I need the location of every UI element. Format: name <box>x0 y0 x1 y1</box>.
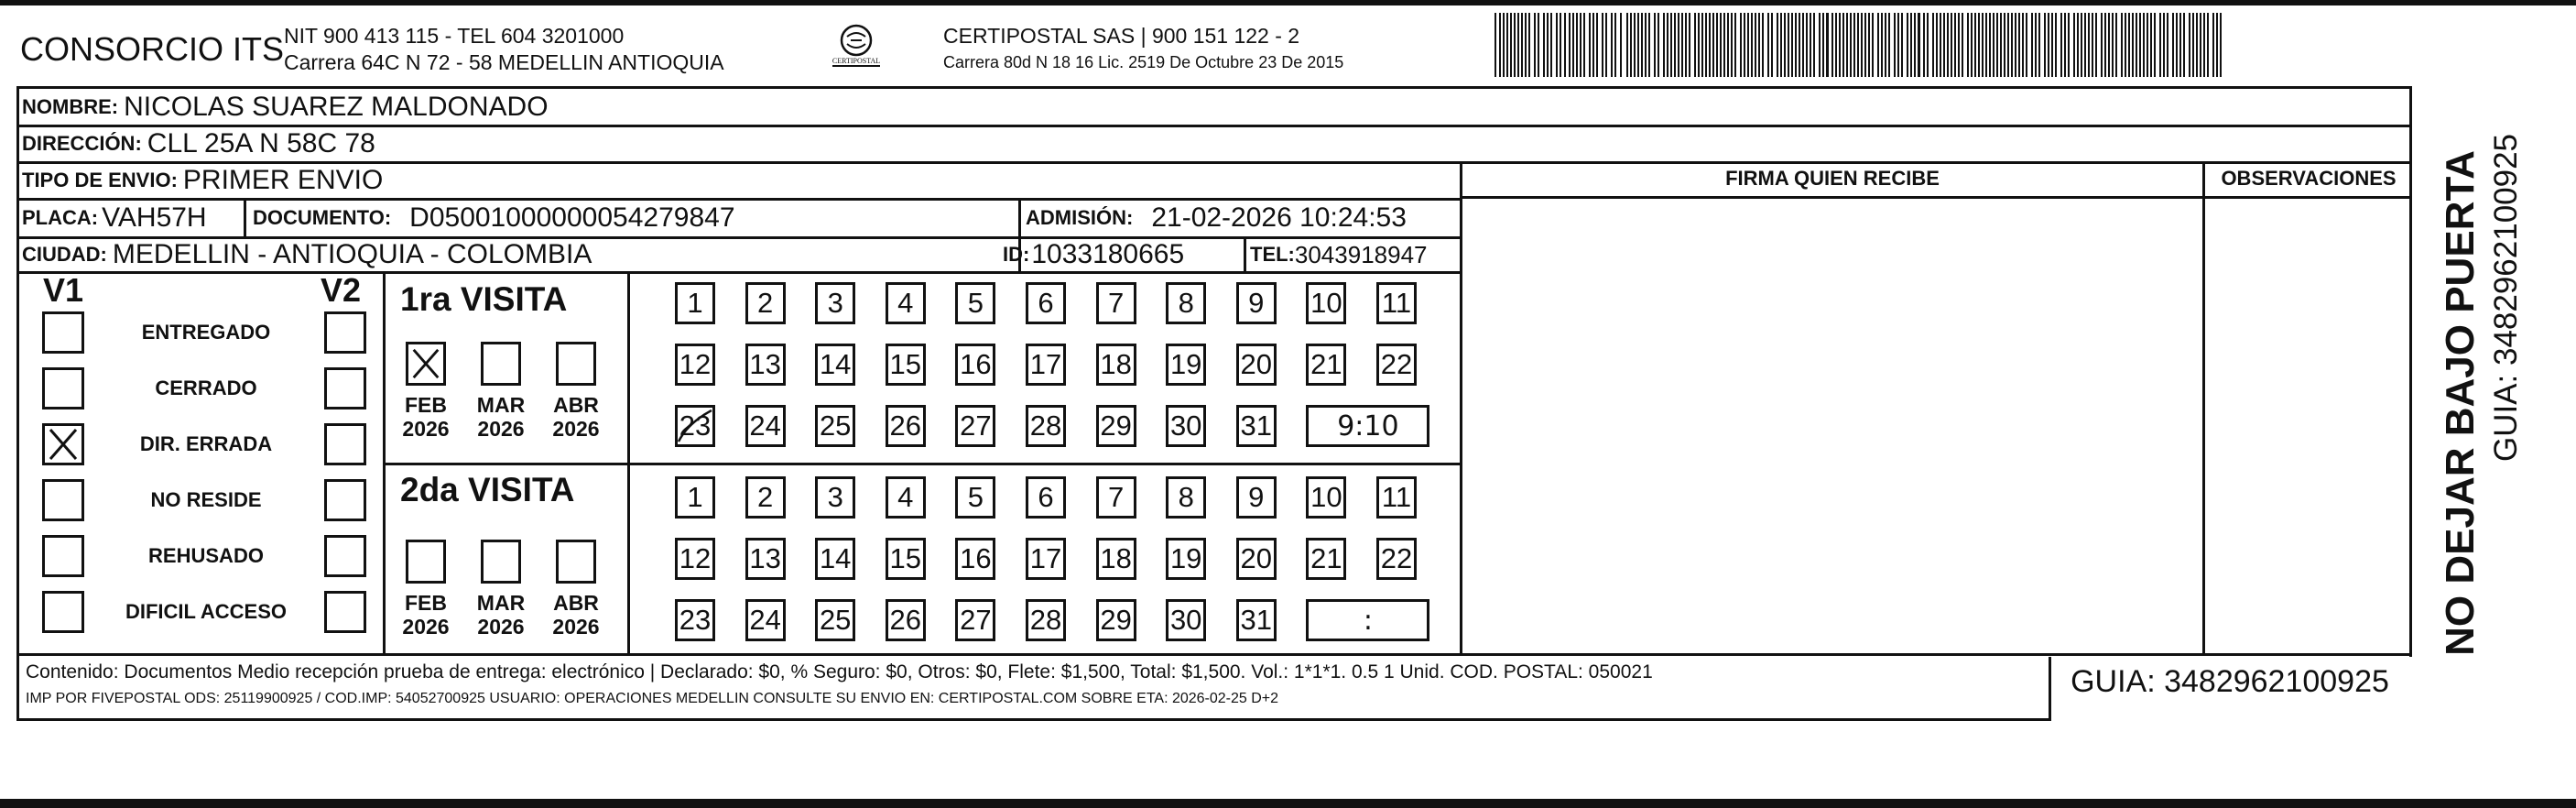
day-number: 1 <box>687 287 703 319</box>
day-number: 15 <box>889 348 922 380</box>
day-cell[interactable] <box>745 282 786 324</box>
status-v1-checkbox[interactable] <box>42 479 84 521</box>
status-v1-checkbox[interactable] <box>42 423 84 465</box>
month-label: MAR <box>476 591 526 615</box>
day-cell[interactable] <box>1166 405 1206 447</box>
day-number: 20 <box>1240 542 1273 574</box>
day-number: 2 <box>756 481 774 513</box>
day-number: 1 <box>687 481 703 513</box>
day-cell[interactable] <box>886 344 926 386</box>
day-cell[interactable] <box>955 476 995 519</box>
admission-label: ADMISIÓN: <box>1026 206 1134 229</box>
v1-label: V1 <box>43 271 84 309</box>
day-cell[interactable] <box>1376 344 1417 386</box>
day-cell[interactable] <box>815 538 855 580</box>
month-year-label: 2026 <box>477 615 525 639</box>
day-cell[interactable] <box>1166 599 1206 641</box>
name-row <box>22 90 549 125</box>
day-cell[interactable] <box>1376 282 1417 324</box>
day-number: 28 <box>1029 604 1062 636</box>
day-cell[interactable] <box>1026 599 1066 641</box>
logo-text: CERTIPOSTAL <box>831 57 881 65</box>
name-label: NOMBRE: <box>22 95 119 118</box>
day-number: 21 <box>1310 348 1342 380</box>
day-number: 29 <box>1100 604 1132 636</box>
day-cell[interactable] <box>1096 538 1136 580</box>
visit-time: 9:10 <box>1337 409 1399 442</box>
day-cell[interactable] <box>745 476 786 519</box>
day-cell[interactable] <box>1306 344 1346 386</box>
time-box[interactable] <box>1306 599 1429 641</box>
day-cell[interactable] <box>1236 344 1277 386</box>
month-label: ABR <box>553 393 599 417</box>
row-divider <box>16 271 1460 274</box>
day-number: 5 <box>967 287 984 319</box>
day-number: 2 <box>756 287 774 319</box>
day-number: 19 <box>1169 348 1202 380</box>
status-v2-checkbox[interactable] <box>324 479 366 521</box>
day-number: 3 <box>827 287 843 319</box>
status-v2-checkbox[interactable] <box>324 591 366 633</box>
day-number: 7 <box>1107 481 1125 513</box>
month-year-label: 2026 <box>477 417 525 441</box>
day-cell[interactable] <box>675 405 715 447</box>
status-option-label: REHUSADO <box>148 544 264 567</box>
row-divider <box>1460 196 2412 199</box>
row-divider <box>16 125 2412 127</box>
certipostal-logo <box>820 20 893 75</box>
day-number: 19 <box>1169 542 1202 574</box>
day-number: 8 <box>1178 287 1194 319</box>
status-v1-checkbox[interactable] <box>42 591 84 633</box>
carrier-license: Carrera 80d N 18 16 Lic. 2519 De Octubre 23 De 2015 <box>943 53 1344 71</box>
shipping-type-row <box>22 163 383 198</box>
day-number: 28 <box>1029 409 1062 442</box>
day-cell[interactable] <box>815 344 855 386</box>
footer-imp: IMP POR FIVEPOSTAL ODS: 25119900925 / COD.IMP: 54052700925 USUARIO: OPERACIONES MEDELLIN CONSULTE SU ENVIO EN: CERTIPOSTAL.COM SOBRE ETA: 2026-02-25 D+2 <box>26 691 1279 706</box>
visit-time: : <box>1363 604 1373 637</box>
day-cell[interactable] <box>955 405 995 447</box>
side-guia: GUIA: 3482962100925 <box>2488 133 2524 463</box>
plate-label: PLACA: <box>22 206 99 229</box>
bottom-rule <box>0 799 2576 808</box>
day-cell[interactable] <box>1096 405 1136 447</box>
status-v2-checkbox[interactable] <box>324 311 366 354</box>
document-label: DOCUMENTO: <box>253 206 392 229</box>
day-cell[interactable] <box>675 282 715 324</box>
tel-row <box>1250 238 1428 271</box>
day-cell[interactable] <box>1096 599 1136 641</box>
day-number: 4 <box>897 287 914 319</box>
firma-label: FIRMA QUIEN RECIBE <box>1725 167 1940 190</box>
day-cell[interactable] <box>1306 476 1346 519</box>
day-cell[interactable] <box>886 599 926 641</box>
admission: 21-02-2026 10:24:53 <box>1151 202 1407 233</box>
day-number: 12 <box>679 348 712 380</box>
day-cell[interactable] <box>955 344 995 386</box>
day-cell[interactable] <box>1236 282 1277 324</box>
day-cell[interactable] <box>886 476 926 519</box>
day-cell[interactable] <box>886 405 926 447</box>
day-cell[interactable] <box>1236 405 1277 447</box>
company-name: CONSORCIO ITS <box>20 30 285 68</box>
day-number: 13 <box>749 542 781 574</box>
day-cell[interactable] <box>1166 476 1206 519</box>
month-label: FEB <box>405 393 447 417</box>
day-cell[interactable] <box>815 476 855 519</box>
id-number: 1033180665 <box>1031 239 1185 269</box>
day-number: 23 <box>679 604 712 636</box>
day-number: 14 <box>819 348 852 380</box>
day-number: 22 <box>1380 542 1413 574</box>
day-number: 20 <box>1240 348 1273 380</box>
day-number: 3 <box>827 481 843 513</box>
day-cell[interactable] <box>745 538 786 580</box>
month-label: FEB <box>405 591 447 615</box>
day-number: 30 <box>1169 604 1202 636</box>
status-option-label: NO RESIDE <box>150 488 262 511</box>
day-cell[interactable] <box>886 538 926 580</box>
tel-label: TEL: <box>1250 243 1295 266</box>
day-cell[interactable] <box>815 282 855 324</box>
footer-divider <box>16 653 2412 656</box>
day-number: 18 <box>1100 348 1132 380</box>
day-number: 6 <box>1038 287 1054 319</box>
v2-label: V2 <box>321 271 362 309</box>
day-number: 24 <box>749 409 781 442</box>
shipping-type-label: TIPO DE ENVIO: <box>22 169 178 191</box>
col-divider <box>1244 238 1246 271</box>
recipient-address: CLL 25A N 58C 78 <box>147 128 375 158</box>
day-cell[interactable] <box>815 405 855 447</box>
barcode <box>1495 13 2227 77</box>
day-number: 10 <box>1310 481 1342 513</box>
city-label: CIUDAD: <box>22 243 107 266</box>
day-cell[interactable] <box>886 282 926 324</box>
col-divider <box>2202 163 2205 653</box>
status-v2-checkbox[interactable] <box>324 535 366 577</box>
status-v1-checkbox[interactable] <box>42 535 84 577</box>
document-row <box>253 200 735 236</box>
month-label: ABR <box>553 591 599 615</box>
shipping-type: PRIMER ENVIO <box>182 165 384 195</box>
visit2-title: 2da VISITA <box>400 471 575 508</box>
admission-row <box>1026 200 1407 236</box>
day-number: 25 <box>819 409 852 442</box>
status-option-label: DIR. ERRADA <box>139 432 273 455</box>
day-number: 6 <box>1038 481 1054 513</box>
time-box[interactable] <box>1306 405 1429 447</box>
day-number: 27 <box>960 604 992 636</box>
day-number: 27 <box>960 409 992 442</box>
plate: VAH57H <box>102 202 207 233</box>
plate-row <box>22 200 207 236</box>
month-checkbox[interactable] <box>406 540 446 584</box>
day-cell[interactable] <box>955 599 995 641</box>
month-checkbox[interactable] <box>556 342 596 386</box>
day-number: 16 <box>960 348 992 380</box>
day-cell[interactable] <box>815 599 855 641</box>
day-number: 29 <box>1100 409 1132 442</box>
day-cell[interactable] <box>1166 344 1206 386</box>
city-row <box>22 238 592 271</box>
month-year-label: 2026 <box>402 615 450 639</box>
footer-guia: GUIA: 3482962100925 <box>2071 664 2389 699</box>
day-cell[interactable] <box>1026 405 1066 447</box>
day-number: 11 <box>1381 287 1412 319</box>
city: MEDELLIN - ANTIOQUIA - COLOMBIA <box>112 239 592 269</box>
day-number: 30 <box>1169 409 1202 442</box>
day-number: 31 <box>1240 604 1273 636</box>
day-number: 24 <box>749 604 781 636</box>
day-number: 8 <box>1178 481 1194 513</box>
day-number: 14 <box>819 542 852 574</box>
status-v2-checkbox[interactable] <box>324 423 366 465</box>
day-cell[interactable] <box>745 344 786 386</box>
day-cell[interactable] <box>1166 538 1206 580</box>
day-cell[interactable] <box>1306 538 1346 580</box>
day-cell[interactable] <box>1236 599 1277 641</box>
visit1-title: 1ra VISITA <box>400 280 568 318</box>
col-divider <box>244 200 246 236</box>
day-number: 25 <box>819 604 852 636</box>
day-cell[interactable] <box>1376 476 1417 519</box>
day-number: 12 <box>679 542 712 574</box>
day-number: 23 <box>679 409 712 442</box>
status-option-label: ENTREGADO <box>141 321 271 344</box>
month-label: MAR <box>476 393 526 417</box>
day-cell[interactable] <box>1166 282 1206 324</box>
day-number: 11 <box>1381 481 1412 513</box>
top-rule <box>0 0 2576 5</box>
id-row <box>1003 238 1184 271</box>
company-nit: NIT 900 413 115 - TEL 604 3201000 <box>284 24 625 48</box>
document: D05001000000054279847 <box>409 202 735 233</box>
day-cell[interactable] <box>745 405 786 447</box>
recipient-name: NICOLAS SUAREZ MALDONADO <box>124 92 549 122</box>
day-number: 18 <box>1100 542 1132 574</box>
month-year-label: 2026 <box>552 417 600 441</box>
day-number: 22 <box>1380 348 1413 380</box>
side-warning: NO DEJAR BAJO PUERTA <box>2438 150 2483 656</box>
day-cell[interactable] <box>1026 476 1066 519</box>
day-number: 7 <box>1107 287 1125 319</box>
status-v1-checkbox[interactable] <box>42 367 84 409</box>
observaciones-label: OBSERVACIONES <box>2221 167 2397 190</box>
day-cell[interactable] <box>675 344 715 386</box>
day-number: 9 <box>1248 481 1265 513</box>
status-v1-checkbox[interactable] <box>42 311 84 354</box>
day-cell[interactable] <box>1026 282 1066 324</box>
month-checkbox[interactable] <box>481 342 521 386</box>
month-checkbox[interactable] <box>481 540 521 584</box>
day-cell[interactable] <box>1236 538 1277 580</box>
id-label: ID: <box>1003 243 1030 266</box>
day-cell[interactable] <box>1096 344 1136 386</box>
day-number: 17 <box>1029 348 1062 380</box>
tel: 3043918947 <box>1294 240 1428 268</box>
col-divider <box>1460 163 1462 653</box>
carrier-name: CERTIPOSTAL SAS | 900 151 122 - 2 <box>943 24 1300 48</box>
day-number: 31 <box>1240 409 1273 442</box>
day-cell[interactable] <box>675 538 715 580</box>
day-cell[interactable] <box>955 282 995 324</box>
day-cell[interactable] <box>1236 476 1277 519</box>
day-number: 5 <box>967 481 984 513</box>
month-checkbox[interactable] <box>556 540 596 584</box>
company-address: Carrera 64C N 72 - 58 MEDELLIN ANTIOQUIA <box>284 50 724 74</box>
day-number: 17 <box>1029 542 1062 574</box>
day-number: 26 <box>889 604 922 636</box>
day-cell[interactable] <box>675 599 715 641</box>
day-cell[interactable] <box>1096 282 1136 324</box>
day-cell[interactable] <box>955 538 995 580</box>
month-checkbox[interactable] <box>406 342 446 386</box>
day-cell[interactable] <box>1306 282 1346 324</box>
day-number: 13 <box>749 348 781 380</box>
day-number: 9 <box>1248 287 1265 319</box>
day-number: 15 <box>889 542 922 574</box>
day-cell[interactable] <box>1026 538 1066 580</box>
month-year-label: 2026 <box>402 417 450 441</box>
footer-contents: Contenido: Documentos Medio recepción prueba de entrega: electrónico | Declarado: $0, % Seguro: $0, Otros: $0, Flete: $1,500, Total: $1,500. Vol.: 1*1*1. 0.5 1 Unid. COD. POSTAL: 050021 <box>26 661 1653 682</box>
day-number: 21 <box>1310 542 1342 574</box>
address-row <box>22 126 375 161</box>
status-v2-checkbox[interactable] <box>324 367 366 409</box>
day-cell[interactable] <box>1026 344 1066 386</box>
visit-divider <box>383 463 1460 465</box>
day-number: 10 <box>1310 287 1342 319</box>
status-option-label: DIFICIL ACCESO <box>125 600 287 623</box>
month-year-label: 2026 <box>552 615 600 639</box>
day-number: 26 <box>889 409 922 442</box>
day-number: 16 <box>960 542 992 574</box>
address-label: DIRECCIÓN: <box>22 132 142 155</box>
day-cell[interactable] <box>1096 476 1136 519</box>
status-option-label: CERRADO <box>155 377 257 399</box>
day-cell[interactable] <box>1376 538 1417 580</box>
day-number: 4 <box>897 481 914 513</box>
day-cell[interactable] <box>745 599 786 641</box>
day-cell[interactable] <box>675 476 715 519</box>
